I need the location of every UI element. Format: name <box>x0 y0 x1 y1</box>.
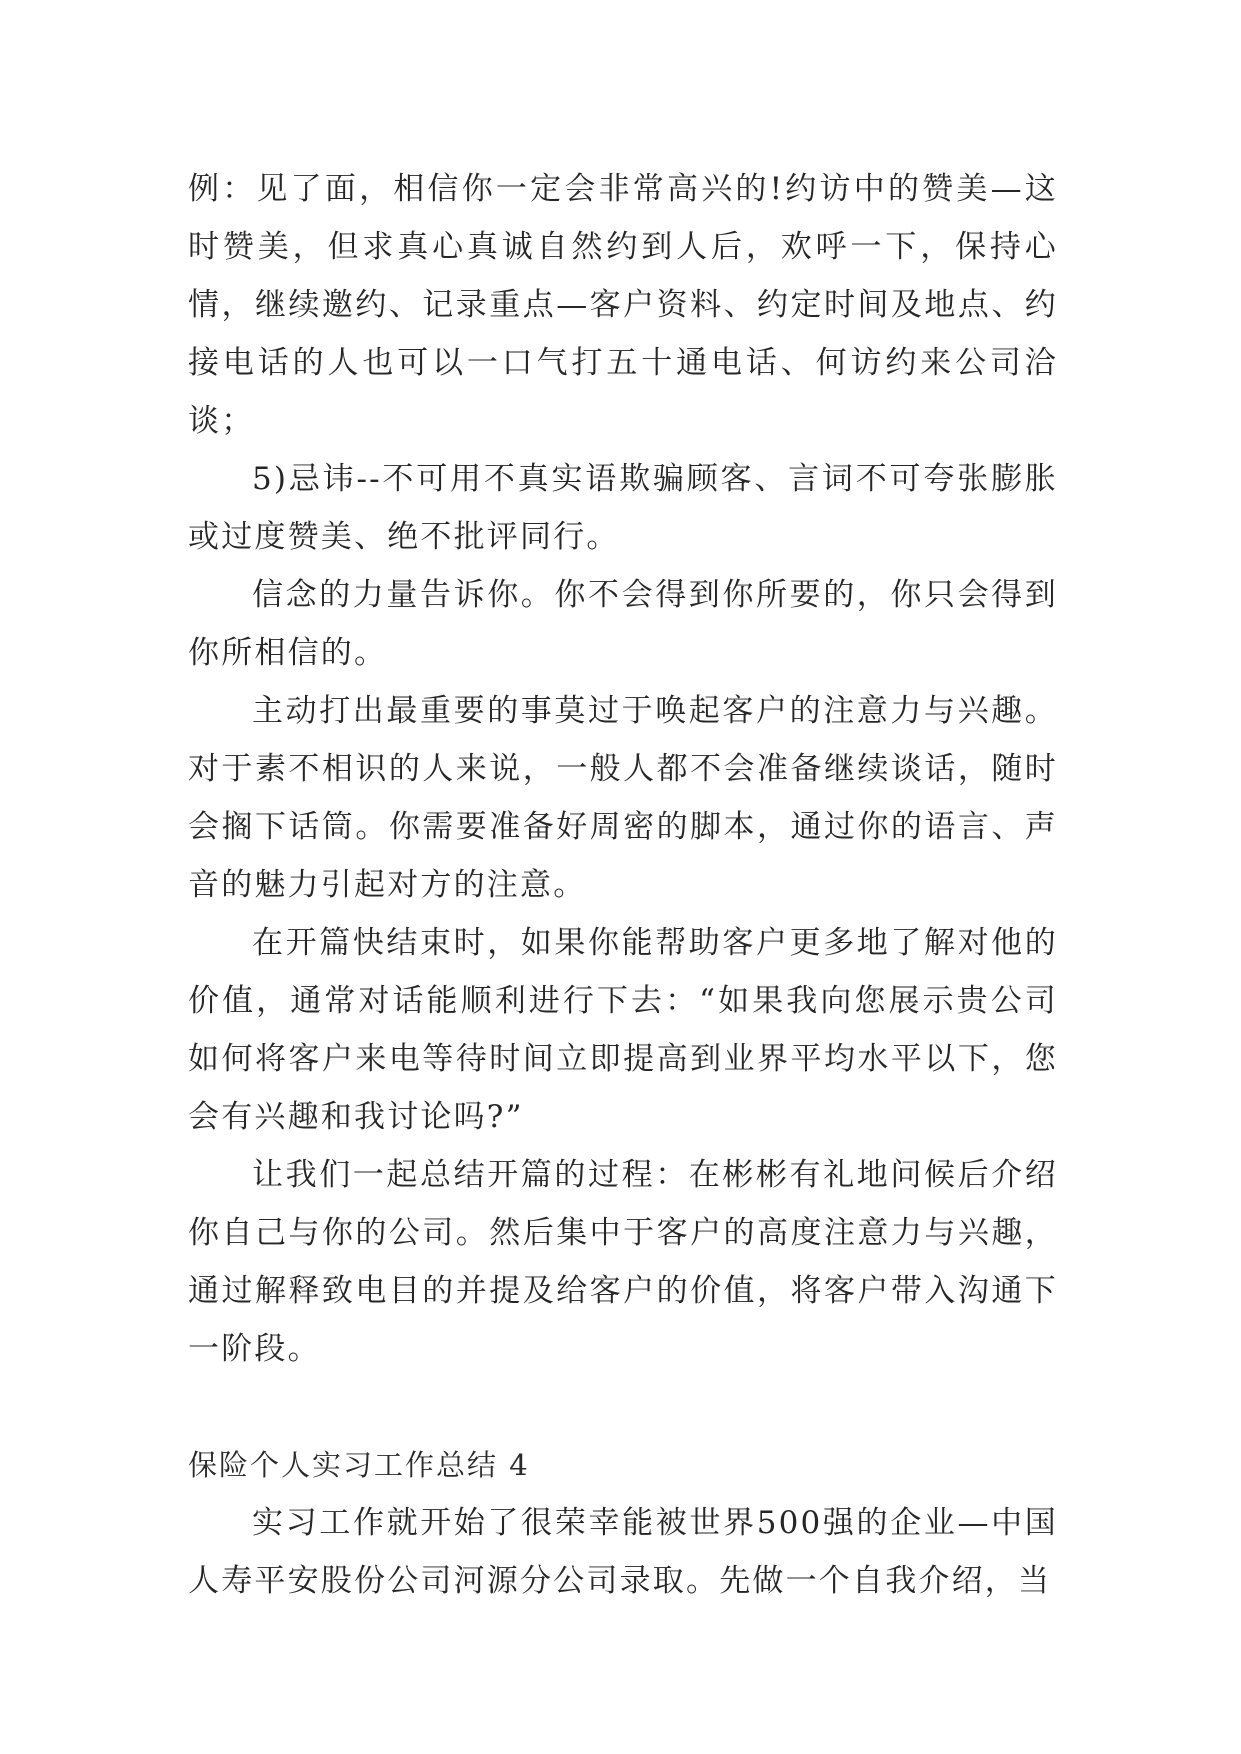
paragraph-1: 例：见了面，相信你一定会非常高兴的!约访中的赞美—这时赞美，但求真心真诚自然约到人后，欢呼一下，保持心情，继续邀约、记录重点—客户资料、约定时间及地点、约接电话的人也可以一口气打五十通电话、何访约来公司洽谈； <box>188 171 1058 439</box>
section-paragraph-1: 实习工作就开始了很荣幸能被世界500强的企业—中国人寿平安股份公司河源分公司录取。先做一个自我介绍，当 <box>188 1505 1058 1599</box>
paragraph-6: 让我们一起总结开篇的过程：在彬彬有礼地问候后介绍你自己与你的公司。然后集中于客户的高度注意力与兴趣，通过解释致电目的并提及给客户的价值，将客户带入沟通下一阶段。 <box>188 1157 1058 1367</box>
paragraph-3: 信念的力量告诉你。你不会得到你所要的，你只会得到你所相信的。 <box>188 577 1058 671</box>
section-heading: 保险个人实习工作总结 4 <box>188 1448 530 1482</box>
document-body <box>188 160 1058 1610</box>
paragraph-5: 在开篇快结束时，如果你能帮助客户更多地了解对他的价值，通常对话能顺利进行下去：“如果我向您展示贵公司如何将客户来电等待时间立即提高到业界平均水平以下，您会有兴趣和我讨论吗?” <box>188 925 1058 1135</box>
paragraph-2: 5)忌讳--不可用不真实语欺骗顾客、言词不可夸张膨胀或过度赞美、绝不批评同行。 <box>188 461 1058 555</box>
paragraph-4: 主动打出最重要的事莫过于唤起客户的注意力与兴趣。对于素不相识的人来说，一般人都不会准备继续谈话，随时会搁下话筒。你需要准备好周密的脚本，通过你的语言、声音的魅力引起对方的注意。 <box>188 693 1058 903</box>
